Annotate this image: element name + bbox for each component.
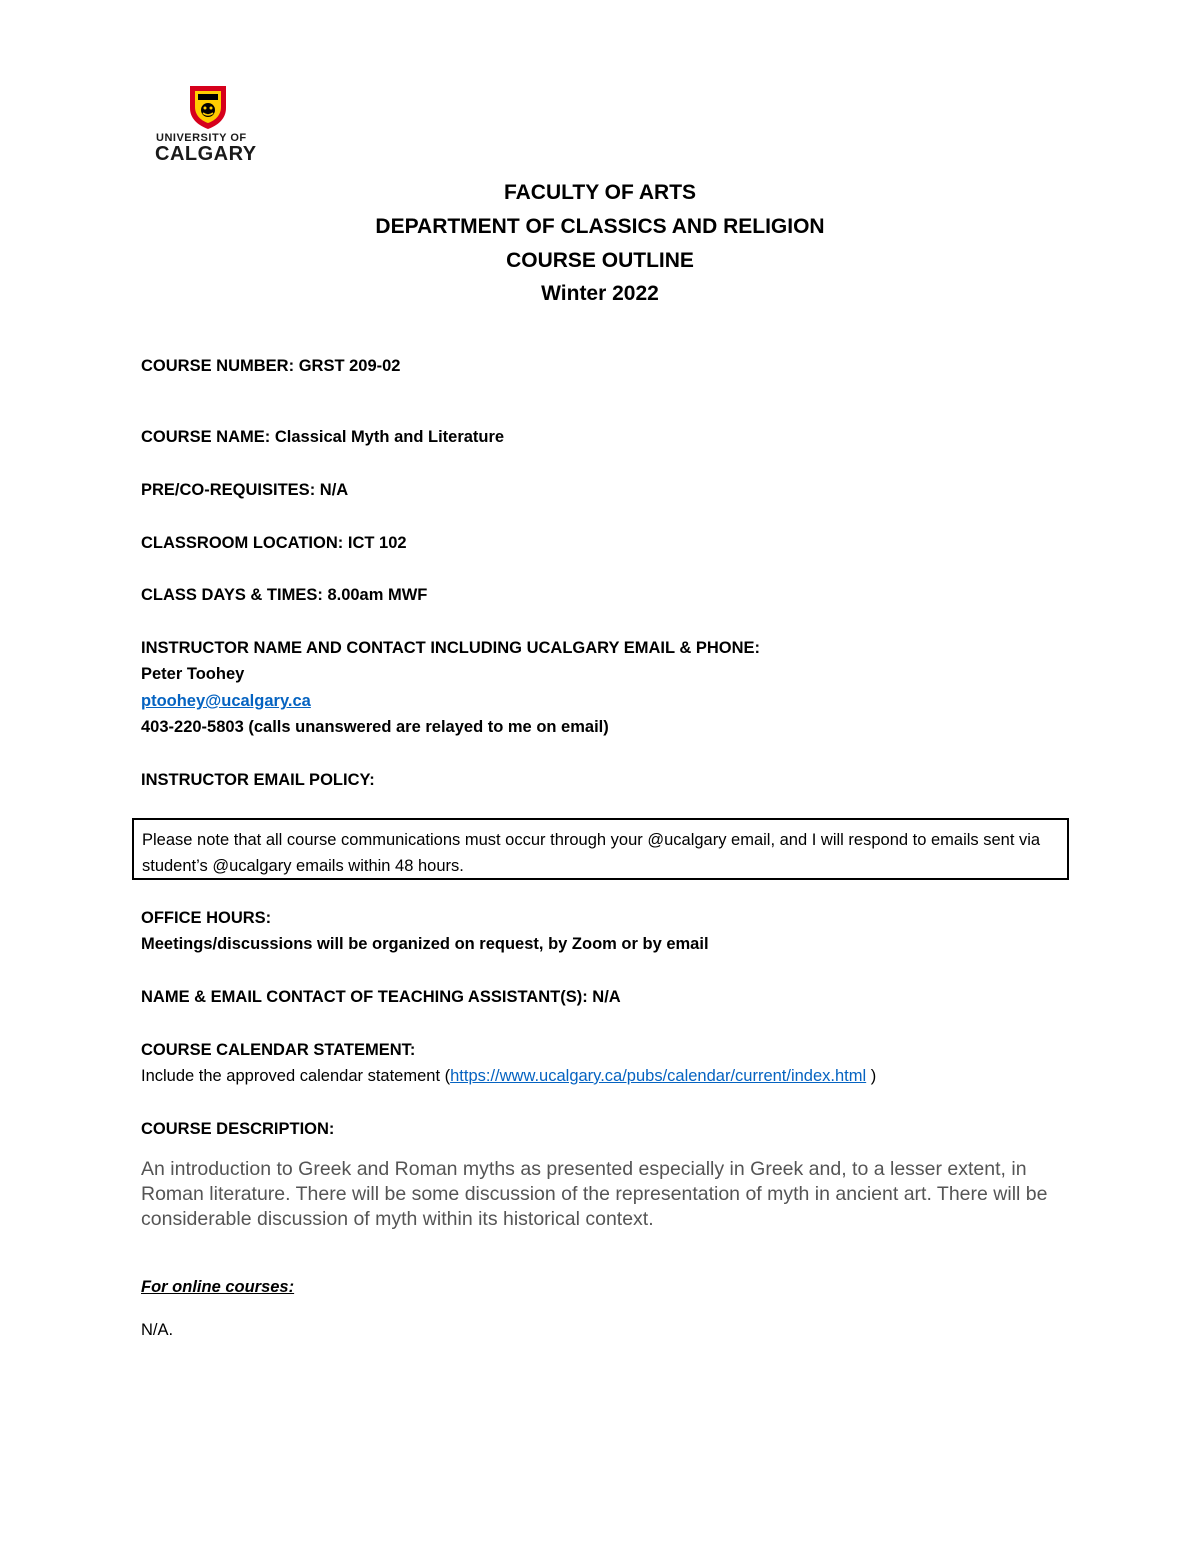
ta-value: N/A — [592, 988, 621, 1006]
crest-icon — [188, 84, 228, 130]
instructor-phone-row — [141, 718, 609, 737]
location-value: ICT 102 — [347, 534, 407, 552]
instructor-phone-note: (calls unanswered are relayed to me on email) — [248, 718, 609, 736]
times-value: 8.00am MWF — [327, 586, 428, 604]
instructor-contact-label: INSTRUCTOR NAME AND CONTACT INCLUDING UCALGARY EMAIL & PHONE: — [141, 639, 761, 657]
prereq-row — [141, 481, 348, 500]
calendar-text-after: ) — [866, 1067, 877, 1085]
logo-calgary-text: CALGARY — [155, 143, 257, 165]
prereq-label: PRE/CO-REQUISITES: — [141, 481, 316, 499]
times-label: CLASS DAYS & TIMES: — [141, 586, 323, 604]
course-number-row — [141, 357, 400, 376]
prereq-value: N/A — [319, 481, 349, 499]
online-courses-label: For online courses: — [141, 1278, 295, 1296]
course-name-value: Classical Myth and Literature — [274, 428, 505, 446]
instructor-name: Peter Toohey — [141, 665, 245, 683]
description-text: An introduction to Greek and Roman myths as presented especially in Greek and, to a lesser extent, in Roman literature. There will be some discussion of the representation of myth in ancient art. There will be considerable discussion of myth within its historical context. — [141, 1158, 1048, 1230]
office-hours-text: Meetings/discussions will be organized on request, by Zoom or by email — [141, 935, 709, 953]
doc-type-heading: COURSE OUTLINE — [506, 249, 694, 272]
ta-label: NAME & EMAIL CONTACT OF TEACHING ASSISTANT(S): — [141, 988, 588, 1006]
instructor-phone: 403-220-5803 — [141, 718, 244, 736]
department-heading: DEPARTMENT OF CLASSICS AND RELIGION — [375, 215, 825, 238]
faculty-heading: FACULTY OF ARTS — [503, 181, 697, 204]
email-policy-label: INSTRUCTOR EMAIL POLICY: — [141, 771, 375, 789]
times-row — [141, 586, 427, 605]
email-policy-text: Please note that all course communications must occur through your @ucalgary email, and I will respond to emails sent via student’s @ucalgary emails within 48 hours. — [142, 831, 1041, 875]
online-courses-value: N/A. — [141, 1321, 174, 1339]
description-label: COURSE DESCRIPTION: — [141, 1120, 335, 1138]
course-name-label: COURSE NAME: — [141, 428, 271, 446]
course-name-row — [141, 428, 504, 447]
calendar-url-link[interactable]: https://www.ucalgary.ca/pubs/calendar/current/index.html — [450, 1067, 867, 1085]
course-number-label: COURSE NUMBER: — [141, 357, 295, 375]
course-number-value: GRST 209-02 — [298, 357, 401, 375]
location-row — [141, 534, 407, 553]
email-policy-box — [132, 818, 1069, 880]
calendar-label: COURSE CALENDAR STATEMENT: — [141, 1041, 416, 1059]
location-label: CLASSROOM LOCATION: — [141, 534, 344, 552]
office-hours-label: OFFICE HOURS: — [141, 909, 272, 927]
term-heading: Winter 2022 — [541, 282, 659, 305]
ta-row — [141, 988, 621, 1007]
logo-university-text: UNIVERSITY OF — [156, 132, 247, 144]
calendar-text-before: Include the approved calendar statement ( — [141, 1067, 451, 1085]
calendar-statement-row — [141, 1067, 876, 1086]
instructor-email-link[interactable]: ptoohey@ucalgary.ca — [141, 692, 311, 710]
university-logo — [152, 82, 264, 164]
